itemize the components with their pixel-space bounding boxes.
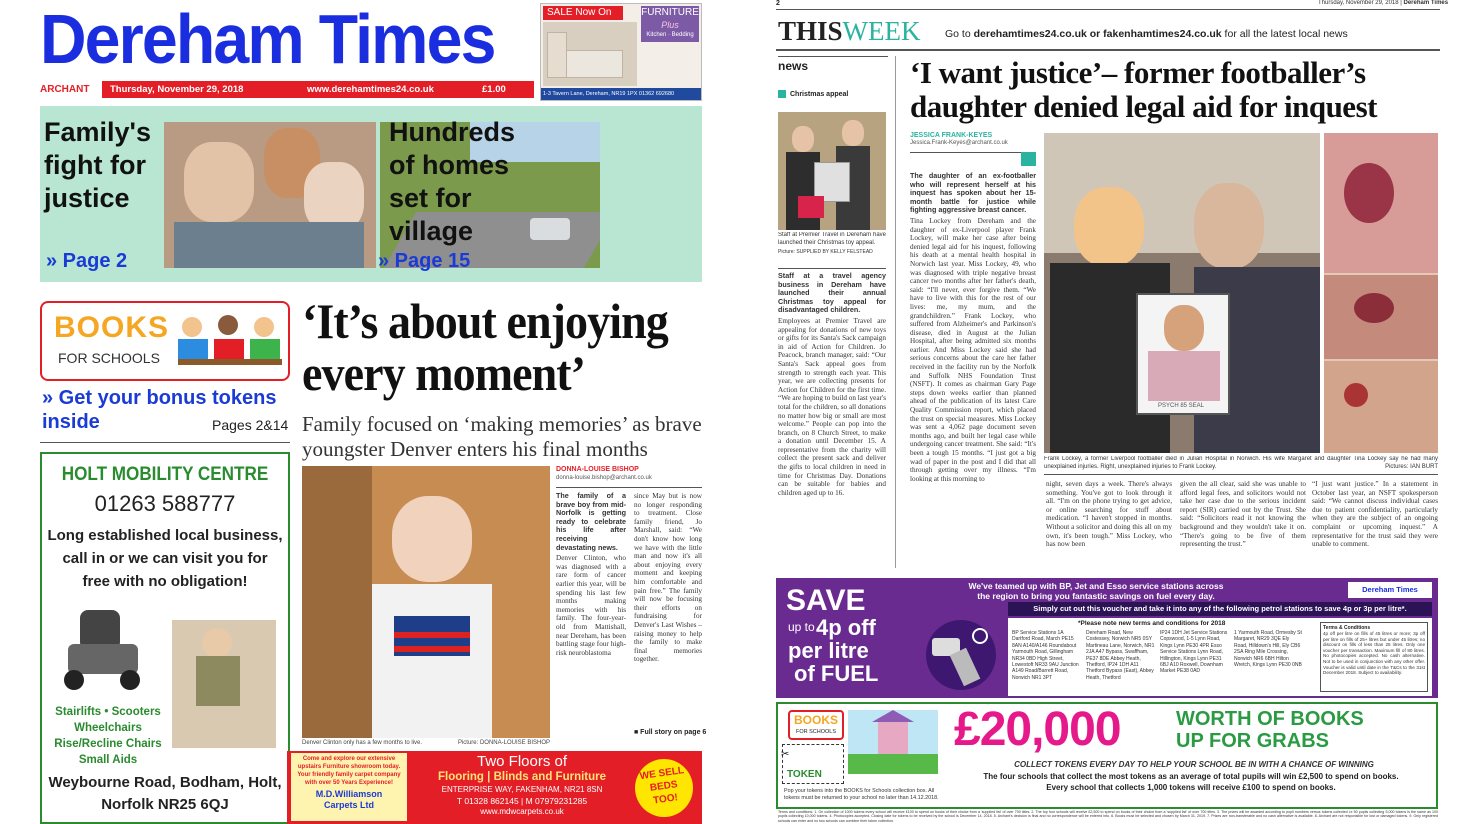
worth-of-books: WORTH OF BOOKS UP FOR GRABS [1176,708,1364,752]
castle-illustration [848,710,938,774]
save-heading: SAVE [786,584,866,617]
page-number: 2 [776,0,780,7]
furniture-ad[interactable] [540,3,702,101]
holt-address: Weybourne Road, Bodham, Holt, Norfolk NR25 6QJ [48,774,282,813]
stations-col-1: BP Service Stations 1A Dartford Road, March PE15 8AN A140/A146 Roundabout Yarmouth Road, Gillingham NR34 0BD High Street, Lowestoft NR33 9AU Junction A149 Road/Barrett Road, Norwich NR1 3PT [1012,630,1079,681]
collect-line: COLLECT TOKENS EVERY DAY TO HELP YOUR SCHOOL BE IN WITH A CHANCE OF WINNING [1014,760,1374,769]
bedroom-photo [543,22,637,86]
website-link[interactable]: www.derehamtimes24.co.uk [307,84,434,95]
holt-mobility-ad[interactable] [40,452,290,824]
xmas-photo-caption: Staff at Premier Travel in Dereham have launched their Christmas toy appeal. Picture: SUPPLIED BY KELLY FELSTEAD [778,232,886,255]
justice-headline[interactable]: ‘I want justice’– former footballer’s daughter denied legal aid for inquest [910,55,1377,124]
carpets-main: Two Floors of Flooring | Blinds and Furniture ENTERPRISE WAY, FAKENHAM, NR21 8SN T 01328 862145 | M 07979231285 www.mdwcarpets.co.uk [437,753,607,816]
divider [1044,474,1438,475]
voucher-brand: Dereham Times [1348,582,1432,598]
kids-reading-icon [178,311,282,369]
teaser-family-justice[interactable]: Family's fight for justice [44,117,151,213]
denver-photo [302,466,550,738]
divider [556,487,702,488]
token-coupon: TOKEN ✂ [782,744,844,784]
christmas-appeal-label: Christmas appeal [778,90,848,98]
voucher-instructions: Simply cut out this voucher and take it into any of the following petrol stations to save 4p or 3p per litre*. [1008,602,1432,616]
teaser-link-page-2[interactable]: » Page 2 [46,250,128,272]
xmas-story: Staff at a travel agency business in Dereham have launched their annual Christmas toy appeal for disadvantaged children. Employees at Premier Travel are appealing for donations of new toys or gifts for its Santa's Sack campaign in aid of Action for Children. Jo Peacock, branch manager, said: “Our Santa's Sack appeal goes from strength to strength each year. This year, we are collecting presents for Action for Children for the first time. “We are hoping to build on last year's total for the children, so all donations no matter how big or small are most welcome.” People can pop into the branch, on 8 Church Street, to make a donation until December 15. A representative from the charity will collect the present sack and deliver the gifts to local children in need in time for Christmas Day. Donations can be suitable for babies and children aged up to 16. [778,272,886,497]
holt-phone: 01263 588777 [94,491,236,516]
divider [895,56,896,568]
furniture-ad-address: 1-3 Tavern Lane, Dereham, NR19 1PX 01362 692680 [541,88,701,100]
sale-label: SALE Now On [543,6,623,20]
goto-links[interactable]: derehamtimes24.co.uk or fakenhamtimes24.co.uk [973,28,1222,40]
stations-col-4: 1 Yarmouth Road, Ormesby St Margaret, NR29 3QE Ely Road, Hilldown's Hill, Ely CB6 2SA Ring Mile Crossing, Norwich NR6 6BH Hilton Wretch, Kings Lynn PE30 0NB [1234,630,1302,669]
stairlift-photo [172,600,276,748]
divider [778,268,886,269]
teaser-link-page-15[interactable]: » Page 15 [378,250,471,272]
prize-details: The four schools that collect the most tokens as an average of total pupils will win £2,500 to spend on books. Every school that collects 1,000 tokens will receive £100 to spend on books. [983,772,1399,792]
voucher-terms: Terms & Conditions 4p off per litre on fills of 45 litres or more; 3p off per litre on fills of 25+ litres but under 45 litres; no discount on fills of less than 25 litres. Only one voucher per transaction. Maximum fill of 80 litres. No photocopies accepted. No cash alternative. Not to be used in conjunction with any other offer. Voucher is valid until date in the T&Cs to the 31st December 2018. Subject to availability. [1320,622,1428,692]
justice-col-2: night, seven days a week. There's always something. You've got to look through it all. “I'm on the phone trying to get advice, or online searching for stuff about medication. “I haven't stopped in months. Without a solicitor and doing this all on my own, it's been tough.” Miss Lockey, who has now been [1046,480,1172,549]
main-story-col-1: The family of a brave boy from mid-Norfolk is getting ready to celebrate his life after receiving devastating news. Denver Clinton, who was diagnosed with a rare form of cancer earlier this year, will be spending his last few months making memories with his family. The four-year-old from Mattishall, near Dereham, has been battling stage four high-risk neuroblastoma [556,492,626,657]
divider [776,49,1440,51]
teaser-strip [40,106,702,282]
this-week-heading: THISWEEK [778,16,921,46]
divider [910,152,1036,153]
teal-marker [1021,152,1036,166]
voucher-intro: We've teamed up with BP, Jet and Esso service stations across the region to bring you fantastic savings on fuel every day. [968,581,1224,601]
archant-logo: ARCHANT [40,84,90,95]
holt-name: HOLT MOBILITY CENTRE [61,464,269,485]
voucher-stations-panel: *Please note new terms and conditions for 2018 BP Service Stations 1A Dartford Road, March PE15 8AN A140/A146 Roundabout Yarmouth Road, Gillingham NR34 0BD High Street, Lowestoft NR33 9AU Junction A149 Road/Barrett Road, Norwich NR1 3PT Dereham Road, New Costessey, Norwich NR5 0SY Martineau Lane, Norwich, NR1 2JA A47 Bypass, Swaffham, PE37 8DE Abbey Heath, Thetford, IP24 1DH A11 Thetford Bypass (East), Abbey Heath, Thetford IP24 1DH Jet Service Stations Copswood, 1-5 Lynn Road, Kings Lynn PE30 4PR Esso Service Stations Lynn Road, Hillington, Kings Lynn PE31 6BJ A10 Roxwell, Downham Market PE38 0AD 1 Yarmouth Road, Ormesby St Margaret, NR29 3QE Ely Road, Hilldown's Hill, Ely CB6 2SA Ring Mile Crossing, Norwich NR6 6BH Hilton Wretch, Kings Lynn PE30 0NB Terms & Conditions 4p off per litre on fills of 45 litres or more; 3p off per litre on fills of 25+ litres but under 45 litres; no discount on fills of less than 25 litres. Only one voucher per transaction. Maximum fill of 80 litres. No photocopies accepted. No cash alternative. Not to be used in conjunction with any other offer. Voucher is valid until date in the T&Cs to the 31st December 2018. Subject to availability. [1008,618,1432,696]
books-logo-small: BOOKS FOR SCHOOLS [788,710,844,740]
stations-col-3: IP24 1DH Jet Service Stations Copswood, 1-5 Lynn Road, Kings Lynn PE30 4PR Esso Service Stations Lynn Road, Hillington, Kings Lynn PE31 6BJ A10 Roxwell, Downham Market PE38 0AD [1160,630,1228,675]
scooter-image [50,600,160,700]
goto-line: Go to derehamtimes24.co.uk or fakenhamtimes24.co.uk for all the latest local news [945,28,1348,40]
dateline-bar [40,79,536,99]
category-square-icon [778,90,786,98]
justice-col-3: given the all clear, said she was unable to afford legal fees, and solicitors would not take her case due to the serious incident report (SIR) carried out by the Trust. She said: “Solicitors read it not knowing the background and they wouldn't take it on. “There's going to be five of them representing the trust.” [1180,480,1306,549]
justice-byline: JESSICA FRANK-KEYES Jessica.Frank-Keyes@archant.co.uk [910,132,1008,146]
framed-portrait: PSYCH 85 SEAL [1136,293,1230,415]
main-story-col-2: since May but is now no longer responding to treatment. Close family friend, Jo Marshall, said: “We don't know how long we have with the little man and now it's all about enjoying every moment and keeping him comfortable and pain free.” The family will now be focusing their efforts on fundraising for Denver's Last Wishes – raising money to help the family to make final memories together. [634,492,702,664]
issue-date: Thursday, November 29, 2018 [110,84,244,95]
lockey-family-photo [1044,133,1320,453]
holt-products: Stairlifts • Scooters Wheelchairs Rise/Recline Chairs Small Aids [54,706,162,766]
bonus-tokens-teaser[interactable]: » Get your bonus tokens inside Pages 2&14 [42,387,289,433]
divider [776,9,1440,10]
justice-col-4: “I just want justice.” In a statement in October last year, an NSFT spokesperson said: “We cannot discuss individual cases due to patient confidentiality, particularly when they are the subject of an ongoing complaint or upcoming inquest.” A representative for the trust said they were unable to comment. [1312,480,1438,549]
top-date: Thursday, November 29, 2018 | Dereham Times [1318,0,1449,6]
justice-col-1: The daughter of an ex-footballer who will represent herself at his inquest has spoken about her 15-month battle for justice while fighting aggressive breast cancer. Tina Lockey from Dereham and the daughter of ex-Liverpool player Frank Lockey, will make her case after being denied legal aid for his inquest, following his death at a mental health hospital in Norwich last year. Miss Lockey, 49, who was diagnosed with triple negative breast cancer two months after her father's death, said: “I'll never, ever forgive them. “We have to live with this for the rest of our lives: me, my mum, and the grandchildren.” Frank Lockey, who suffered from Alzheimer's and Parkinson's disease, died in August at the Julian Hospital, after being admitted six months earlier. And Miss Lockey said she had serious concerns about the care her father received in the facility run by the Norfolk and Suffolk NHS Foundation Trust (NSFT). It comes as chairman Gary Page steps down weeks earlier than planned ahead of the publication of its latest Care Quality Commission report, which placed the trust on special measures. Miss Lockey was sent a 4,062 page document seven months ago, and built her legal case while undergoing cancer treatment. She said: “It's been a tough 15 months. “I just got a big wad of paper in the post and I did that all through getting over my illness. “I'm looking at this morning to [910,172,1036,482]
holt-blurb: Long established local business, call in or we can visit you for free with no obligation! [47,527,283,590]
books-for-schools-logo[interactable]: BOOKS FOR SCHOOLS [40,301,290,381]
bonus-pages: Pages 2&14 [212,417,289,433]
carpets-ad[interactable] [287,751,702,824]
xmas-staff-photo [778,112,886,230]
books-for-schools-promo[interactable] [776,702,1438,809]
fuel-pump-icon [926,620,996,690]
divider [40,442,290,443]
fuel-voucher[interactable]: We've teamed up with BP, Jet and Esso service stations across the region to bring you fantastic savings on fuel every day. Dereham Times Simply cut out this voucher and take it into any of the following petrol stations to save 4p or 3p per litre*. SAVE up to 4p off per litre of FUEL *Please note new terms and conditions for 2018 BP Service Stations 1A Dartford Road, March PE15 8AN A140/A146 Roundabout Yarmouth Road, Gillingham NR34 0BD High Street, Lowestoft NR33 9AU Junction A149 Road/Barrett Road, Norwich NR1 3PT Dereham Road, New Costessey, Norwich NR5 0SY Martineau Lane, Norwich, NR1 2JA A47 Bypass, Swaffham, PE37 8DE Abbey Heath, Thetford, IP24 1DH A11 Thetford Bypass (East), Abbey Heath, Thetford IP24 1DH Jet Service Stations Copswood, 1-5 Lynn Road, Kings Lynn PE30 4PR Esso Service Stations Lynn Road, Hillington, Kings Lynn PE31 6BJ A10 Roxwell, Downham Market PE38 0AD 1 Yarmouth Road, Ormesby St Margaret, NR29 3QE Ely Road, Hilldown's Hill, Ely CB6 2SA Ring Mile Crossing, Norwich NR6 6BH Hilton Wretch, Kings Lynn PE30 0NB Terms & Conditions 4p off per litre on fills of 45 litres or more; 3p off per litre on fills of 25+ litres but under 45 litres; no discount on fills of less than 25 litres. Only one voucher per transaction. Maximum fill of 80 litres. No photocopies accepted. No cash alternative. Not to be used in conjunction with any other offer. Voucher is valid until date in the T&Cs to the 31st December 2018. Subject to availability. [776,578,1438,698]
token-instructions: Pop your tokens into the BOOKS for Schools collection box. All tokens must be returned to your school no later than 14.12.2018. [784,788,939,801]
furniture-plus-logo: FURNITURE Plus Kitchen · Bedding [641,6,699,42]
main-headline[interactable]: ‘It’s about enjoying every moment’ [302,293,668,401]
beds-badge: WE SELL BEDS TOO! [631,755,697,821]
fuel-offer: 4p off per litre of FUEL [788,615,879,686]
books-terms: Terms and conditions: 1. On collection of 1000 tokens every school will receive £100 to spend on books of their choice from a 'supplied list' of over 700 titles. 2. The top four schools will receive £2,500 to spend on books of their choice from a 'supplied list' of over 700 titles. 3. The prizes will be awarded according to pupil numbers versus tokens collected i.e 50 pupils collecting 5,000 tokens is the same as 100 pupils collecting 10,000 tokens. 4. Photocopies accepted. Closing date for tokens to be received by the school is December 14, 2018. 5. Archant's decision is final and no correspondence will be entered into. 6. Books must be selected and chosen by March 31, 2019. 7. Prizes are non-transferable and no cash alternative is available. 8. Archant are not responsible for lost or damaged tokens. 9. Only registered schools can enter and no two schools can combine their token collection. [778,810,1438,823]
news-label-box: news [778,56,888,76]
injuries-photos [1324,133,1438,453]
prize-amount: £20,000 [954,703,1121,756]
photo-caption: Denver Clinton only has a few months to live. Picture: DONNA-LOUISE BISHOP [302,740,550,746]
main-standfirst: Family focused on ‘making memories’ as brave youngster Denver enters his final months [302,412,702,461]
stations-col-2: Dereham Road, New Costessey, Norwich NR5 0SY Martineau Lane, Norwich, NR1 2JA A47 Bypass, Swaffham, PE37 8DE Abbey Heath, Thetford, IP24 1DH A11 Thetford Bypass (East), Abbey Heath, Thetford [1086,630,1155,681]
teaser-hundreds-homes[interactable]: Hundreds of homes set for village [389,117,516,246]
masthead[interactable]: Dereham Times [40,0,495,78]
lockey-photo-caption: Frank Lockey, a former Liverpool footballer died in Julian Hospital in Norwich. His wife Margaret and daughter Tina Lockey say he had many unexplained injuries. Right, unexplained injuries to Frank Lockey. Pictures: IAN BURT [1044,456,1438,470]
main-byline: DONNA-LOUISE BISHOP donna-louise.bishop@archant.co.uk [556,466,652,481]
carpets-left-panel: Come and explore our extensive upstairs Furniture showroom today. Your friendly family carpet company with over 50 Years Experience! M.D.Williamson Carpets Ltd [291,753,407,821]
full-story-link[interactable]: ■ Full story on page 6 [634,729,707,736]
price: £1.00 [482,84,506,95]
family-photo [164,122,376,268]
scissors-icon: ✂ [781,749,790,760]
